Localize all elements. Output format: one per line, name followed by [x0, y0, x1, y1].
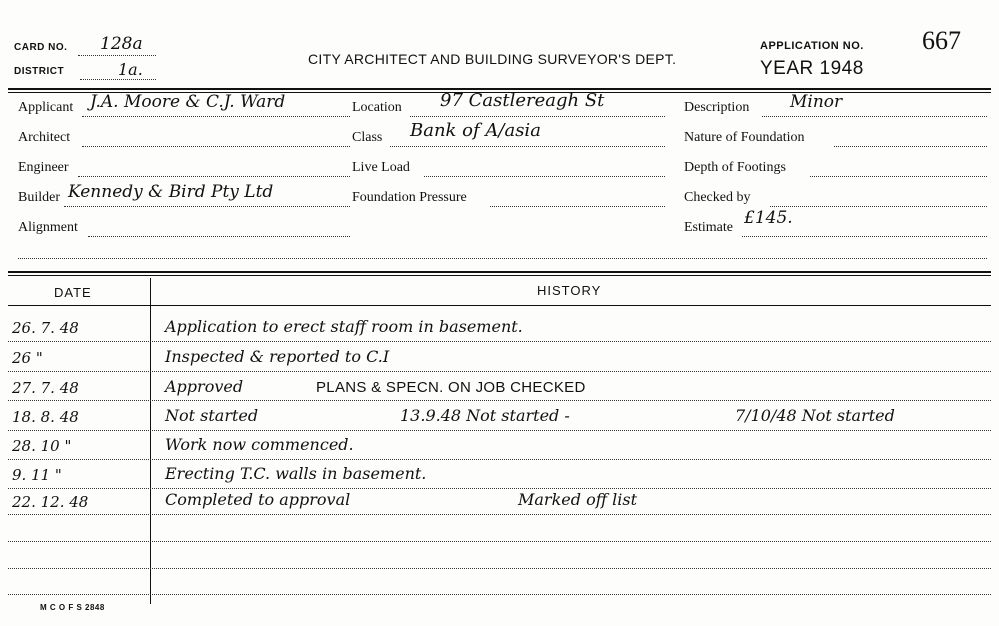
architect-label: Architect [18, 130, 71, 145]
applicant-line [82, 116, 350, 117]
alignment-label: Alignment [18, 220, 78, 235]
engineer-label: Engineer [18, 160, 69, 175]
history-row-4-note3: 7/10/48 Not started [735, 406, 895, 425]
history-blank-line [8, 568, 991, 569]
history-row-1-date: 26. 7. 48 [12, 319, 79, 337]
history-row-1-text: Application to erect staff room in basement. [165, 317, 523, 336]
history-row-6-line [8, 488, 991, 489]
foundation-pressure-line [490, 206, 665, 207]
nature-of-foundation-line [834, 146, 987, 147]
alignment-line [88, 236, 350, 237]
district-label: DISTRICT [14, 66, 65, 77]
builder-value: Kennedy & Bird Pty Ltd [68, 182, 274, 202]
history-row-5-line [8, 459, 991, 460]
applicant-value: J.A. Moore & C.J. Ward [90, 92, 286, 112]
card-no-label: CARD NO. [14, 42, 68, 53]
engineer-line [78, 176, 350, 177]
history-row-4-line [8, 430, 991, 431]
location-label: Location [352, 100, 402, 115]
nature-of-foundation-label: Nature of Foundation [684, 130, 805, 145]
estimate-value: £145. [744, 208, 793, 228]
foundation-pressure-label: Foundation Pressure [352, 190, 467, 205]
estimate-line [742, 236, 987, 237]
year-label: YEAR 1948 [760, 58, 864, 79]
class-line [390, 146, 665, 147]
builder-line [64, 206, 350, 207]
history-row-2-date: 26 " [12, 349, 43, 367]
history-row-7-date: 22. 12. 48 [12, 493, 89, 511]
depth-of-footings-line [810, 176, 987, 177]
history-blank-line [8, 594, 991, 595]
history-blank-line [8, 541, 991, 542]
district-line [80, 79, 156, 80]
date-column-divider [150, 278, 151, 604]
builder-label: Builder [18, 190, 60, 205]
history-row-6-text: Erecting T.C. walls in basement. [165, 464, 427, 483]
history-row-3-text: Approved [165, 377, 244, 396]
history-row-4-note2: 13.9.48 Not started - [400, 406, 570, 425]
history-row-5-text: Work now commenced. [165, 435, 354, 454]
history-column-header: HISTORY [537, 283, 602, 298]
district-value: 1a. [118, 60, 143, 79]
history-header-rule [8, 305, 991, 306]
card-no-line [78, 55, 156, 56]
applicant-label: Applicant [18, 100, 74, 115]
live-load-label: Live Load [352, 160, 410, 175]
history-row-3-date: 27. 7. 48 [12, 379, 79, 397]
checked-by-line [770, 206, 987, 207]
description-label: Description [684, 100, 750, 115]
card-no-value: 128a [100, 34, 143, 54]
depth-of-footings-label: Depth of Footings [684, 160, 786, 175]
history-row-7-text: Completed to approval [165, 490, 351, 509]
history-rule-inner [8, 275, 991, 276]
history-row-4-date: 18. 8. 48 [12, 408, 79, 426]
history-rule-top [8, 271, 991, 273]
history-row-6-date: 9. 11 " [12, 466, 62, 484]
history-row-7-line [8, 514, 991, 515]
history-row-4-text: Not started [165, 406, 259, 425]
description-line [762, 116, 987, 117]
class-label: Class [352, 130, 383, 145]
history-row-5-date: 28. 10 " [12, 437, 72, 455]
location-value: 97 Castlereagh St [440, 90, 605, 111]
class-value: Bank of A/asia [410, 120, 541, 141]
history-row-3-stamp: PLANS & SPECN. ON JOB CHECKED [316, 379, 586, 396]
history-row-2-line [8, 371, 991, 372]
history-row-3-line [8, 400, 991, 401]
date-column-header: DATE [54, 285, 92, 300]
location-line [410, 116, 665, 117]
history-row-1-line [8, 341, 991, 342]
history-row-2-text: Inspected & reported to C.I [165, 347, 390, 366]
estimate-label: Estimate [684, 220, 733, 235]
application-no-label: APPLICATION NO. [760, 40, 864, 52]
checked-by-label: Checked by [684, 190, 751, 205]
description-value: Minor [790, 92, 843, 112]
fields-blank-line [18, 258, 987, 259]
live-load-line [424, 176, 665, 177]
application-no-value: 667 [922, 26, 961, 55]
form-code: M C O F S 2848 [40, 603, 105, 612]
department-title: CITY ARCHITECT AND BUILDING SURVEYOR'S DEPT. [308, 51, 677, 67]
history-row-7-note2: Marked off list [518, 490, 637, 509]
architect-line [82, 146, 350, 147]
